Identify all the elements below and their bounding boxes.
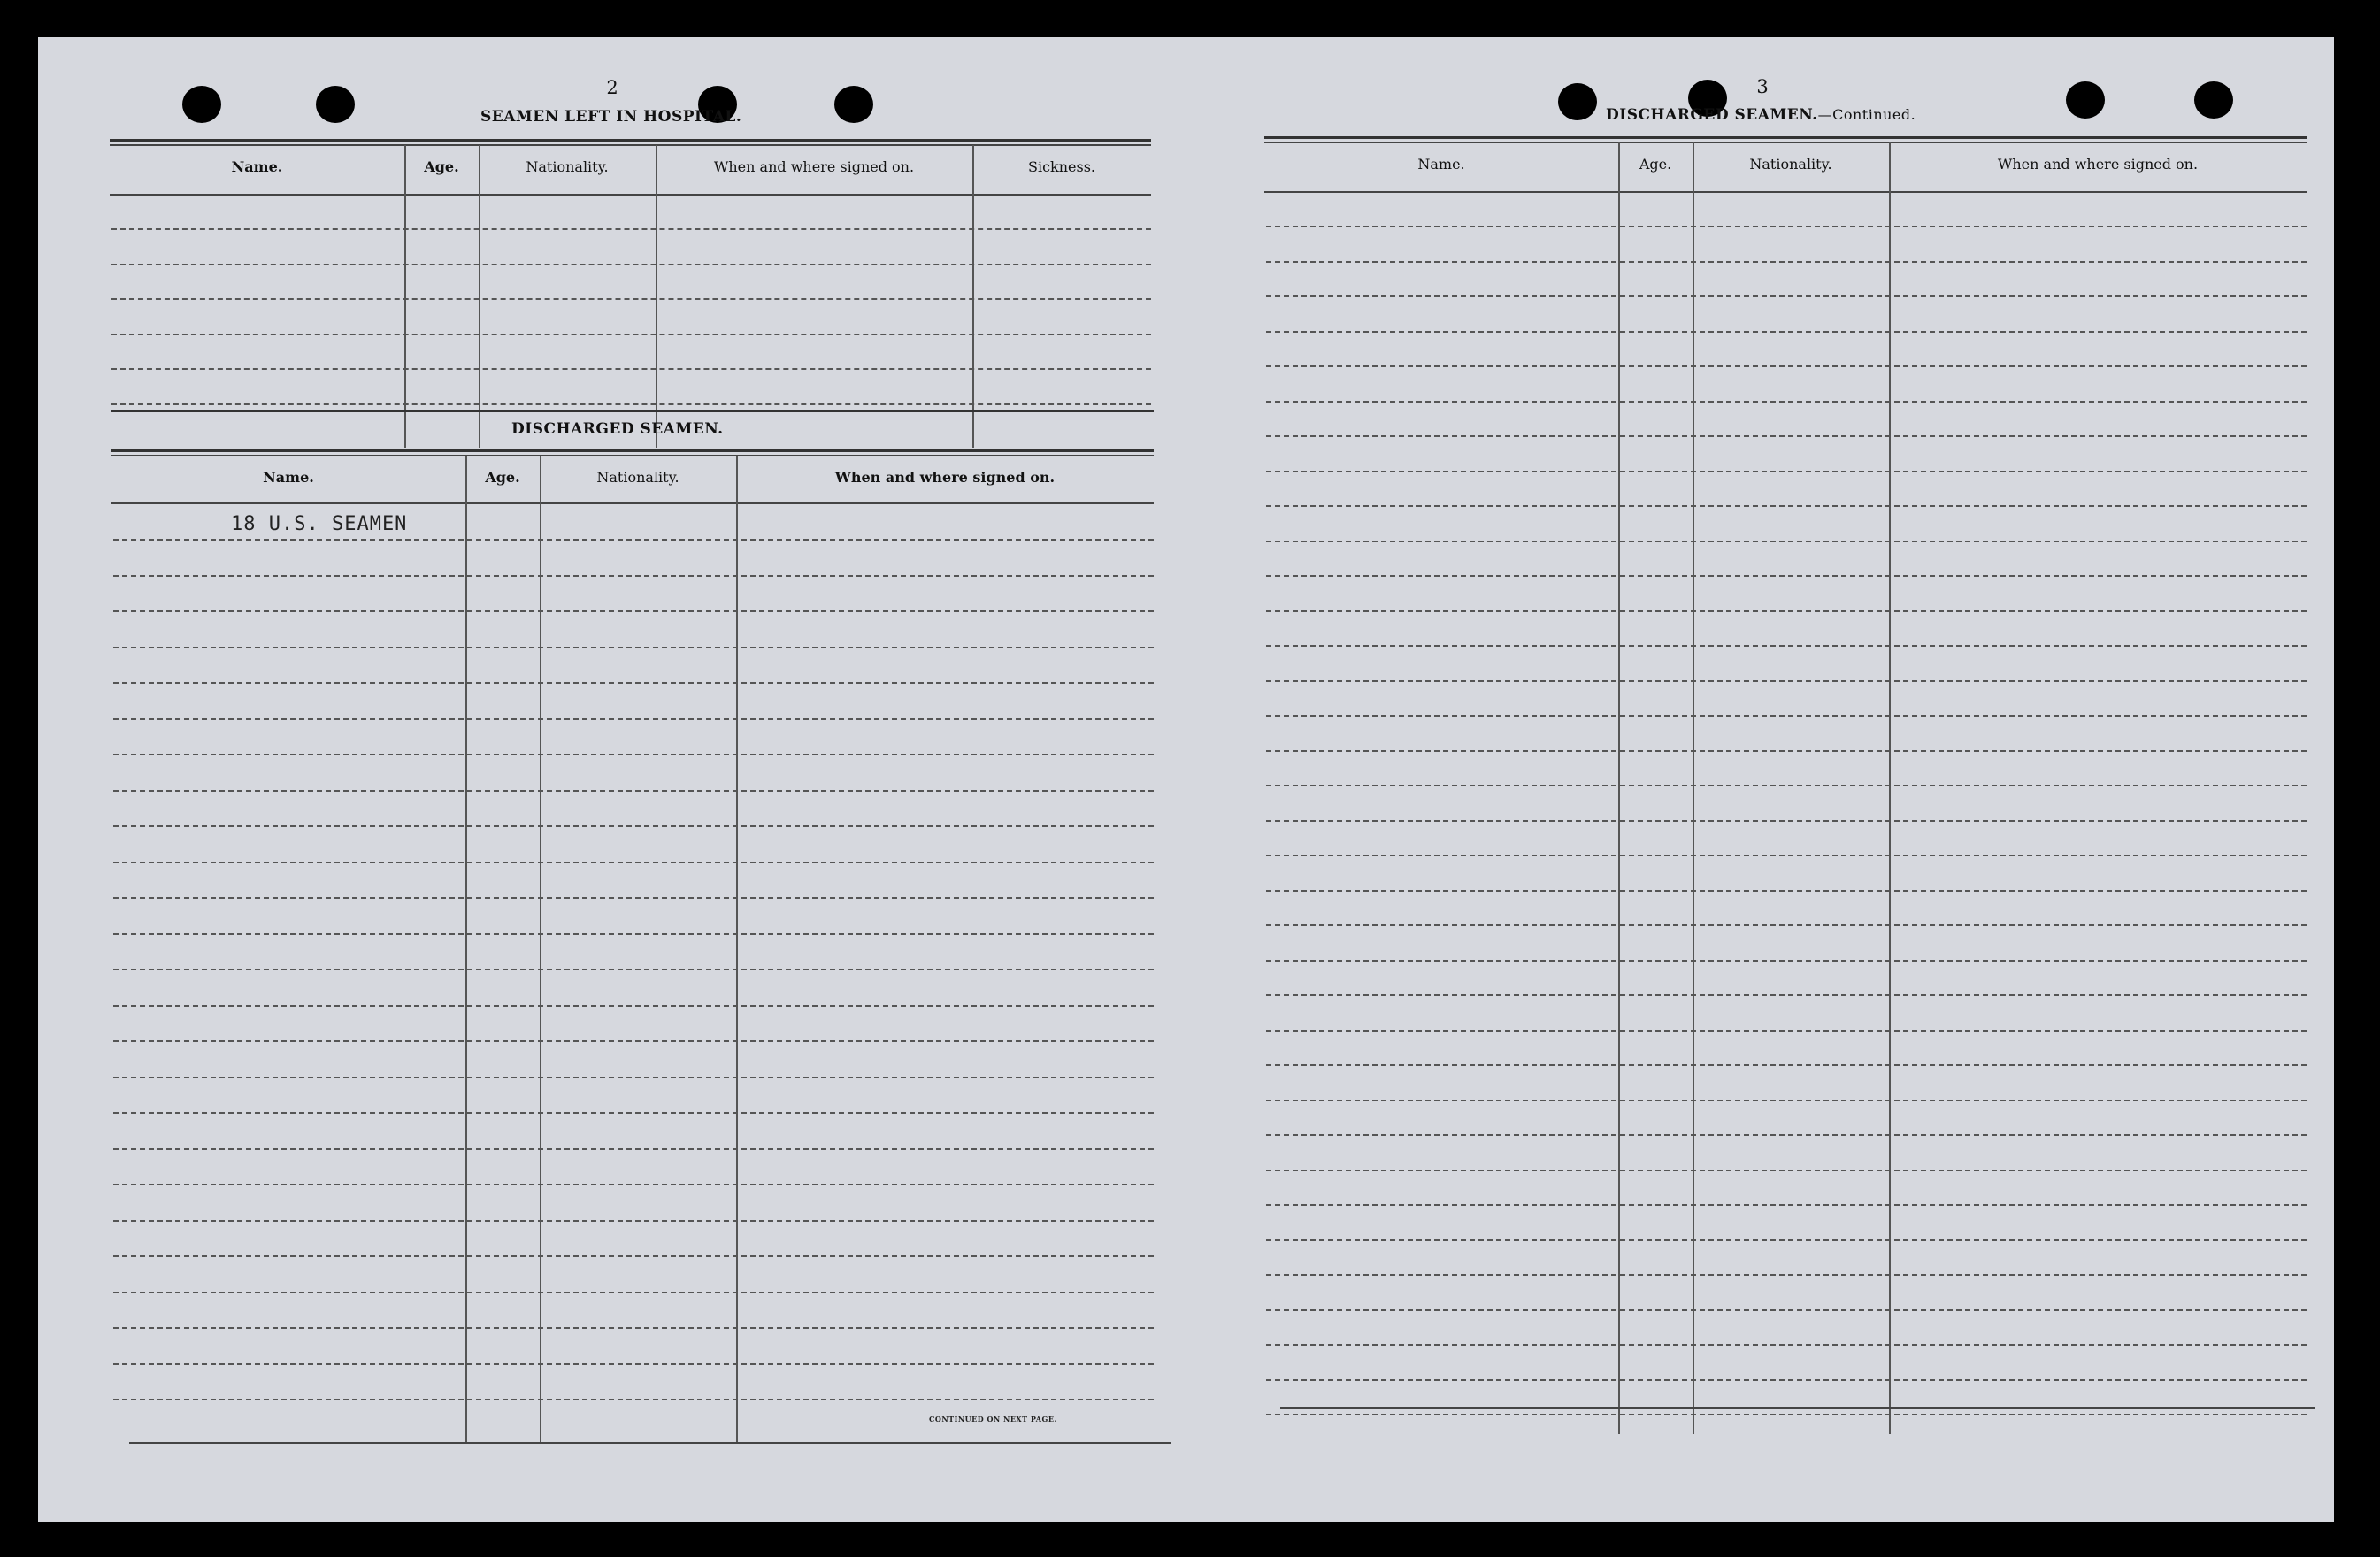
form-row-line: [1266, 295, 2307, 297]
typed-entry: 18 U.S. SEAMEN: [231, 513, 408, 535]
col-header-nationality: Nationality.: [1749, 156, 1832, 173]
col-header-sickness: Sickness.: [1027, 158, 1095, 175]
form-row-line: [113, 1327, 1154, 1329]
form-row-line: [113, 1255, 1154, 1257]
col-header-age: Age.: [424, 158, 459, 175]
rule: [1280, 1407, 2315, 1409]
form-row-line: [113, 575, 1154, 577]
rule: [110, 194, 1151, 196]
form-row-line: [113, 1040, 1154, 1042]
form-row-line: [111, 403, 1151, 405]
rule: [1264, 142, 2307, 143]
form-row-line: [1266, 226, 2307, 227]
form-row-line: [113, 862, 1154, 863]
punch-hole: [2194, 81, 2233, 119]
form-row-line: [113, 1399, 1154, 1400]
form-row-line: [113, 682, 1154, 684]
hospital-section-title: SEAMEN LEFT IN HOSPITAL.: [480, 108, 742, 126]
form-row-line: [111, 264, 1151, 265]
form-row-line: [1266, 820, 2307, 822]
form-row-line: [1266, 1170, 2307, 1171]
continued-note: CONTINUED ON NEXT PAGE.: [929, 1415, 1057, 1423]
form-row-line: [1266, 505, 2307, 507]
form-row-line: [1266, 855, 2307, 856]
form-row-line: [1266, 1100, 2307, 1101]
col-header-name: Name.: [1417, 156, 1465, 173]
right-title-suffix: —Continued.: [1817, 106, 1916, 123]
form-row-line: [1266, 960, 2307, 962]
form-row-line: [1266, 435, 2307, 437]
form-row-line: [1266, 541, 2307, 542]
form-row-line: [1266, 331, 2307, 333]
col-header-age: Age.: [1639, 156, 1672, 173]
form-row-line: [1266, 401, 2307, 403]
rule: [110, 139, 1151, 142]
col-header-signed-on: When and where signed on.: [1997, 156, 2199, 173]
page-number-right: 3: [1756, 76, 1769, 97]
form-row-line: [1266, 1379, 2307, 1381]
form-row-line: [113, 897, 1154, 899]
form-row-line: [1266, 471, 2307, 472]
form-row-line: [113, 610, 1154, 612]
rule: [110, 144, 1151, 146]
form-row-line: [111, 228, 1151, 230]
form-row-line: [1266, 365, 2307, 367]
form-row-line: [1266, 785, 2307, 786]
col-header-name: Name.: [263, 469, 314, 486]
column-divider: [736, 456, 738, 1442]
form-row-line: [113, 718, 1154, 720]
form-row-line: [1266, 994, 2307, 996]
form-row-line: [113, 1148, 1154, 1150]
form-row-line: [113, 825, 1154, 827]
form-row-line: [1266, 575, 2307, 577]
right-section-title: [1606, 106, 1916, 124]
form-row-line: [113, 1112, 1154, 1114]
form-row-line: [1266, 645, 2307, 647]
col-header-signed-on: When and where signed on.: [713, 158, 915, 175]
col-header-age: Age.: [485, 469, 520, 486]
rule: [111, 449, 1154, 452]
rule: [111, 502, 1154, 504]
col-header-nationality: Nationality.: [526, 158, 609, 175]
punch-hole: [2066, 81, 2105, 119]
form-row-line: [1266, 924, 2307, 926]
form-row-line: [113, 1077, 1154, 1078]
form-row-line: [111, 298, 1151, 300]
col-header-signed-on: When and where signed on.: [834, 469, 1056, 486]
form-row-line: [1266, 261, 2307, 263]
form-row-line: [113, 539, 1154, 541]
form-row-line: [1266, 1134, 2307, 1136]
form-row-line: [113, 790, 1154, 792]
form-row-line: [1266, 1414, 2307, 1415]
form-row-line: [1266, 1204, 2307, 1206]
form-row-line: [113, 1184, 1154, 1185]
punch-hole: [316, 86, 355, 123]
form-row-line: [1266, 890, 2307, 892]
form-row-line: [113, 647, 1154, 648]
form-row-line: [113, 1363, 1154, 1365]
form-row-line: [1266, 1064, 2307, 1066]
form-row-line: [111, 334, 1151, 335]
column-divider: [465, 456, 467, 1442]
form-row-line: [1266, 750, 2307, 752]
form-row-line: [113, 1220, 1154, 1222]
form-row-line: [113, 969, 1154, 970]
form-row-line: [1266, 1274, 2307, 1276]
form-row-line: [1266, 715, 2307, 717]
punch-hole: [1558, 83, 1597, 120]
punch-hole: [834, 86, 873, 123]
form-row-line: [1266, 1309, 2307, 1311]
form-row-line: [111, 368, 1151, 370]
form-row-line: [113, 754, 1154, 755]
page-number-left: 2: [606, 77, 618, 98]
form-row-line: [1266, 1030, 2307, 1032]
rule: [111, 410, 1154, 412]
rule: [1264, 191, 2307, 193]
form-row-line: [1266, 680, 2307, 682]
form-row-line: [113, 1005, 1154, 1007]
right-title-main: DISCHARGED SEAMEN.: [1606, 106, 1818, 124]
form-row-line: [113, 933, 1154, 935]
form-row-line: [1266, 1344, 2307, 1346]
col-header-name: Name.: [231, 158, 283, 175]
form-row-line: [1266, 610, 2307, 612]
column-divider: [540, 456, 541, 1442]
rule: [1264, 136, 2307, 139]
col-header-nationality: Nationality.: [596, 469, 679, 486]
rule: [129, 1442, 1171, 1444]
discharged-section-title: DISCHARGED SEAMEN.: [511, 420, 724, 438]
form-page: [38, 37, 2334, 1522]
rule: [111, 455, 1154, 456]
form-row-line: [113, 1292, 1154, 1293]
punch-hole: [182, 86, 221, 123]
form-row-line: [1266, 1239, 2307, 1241]
